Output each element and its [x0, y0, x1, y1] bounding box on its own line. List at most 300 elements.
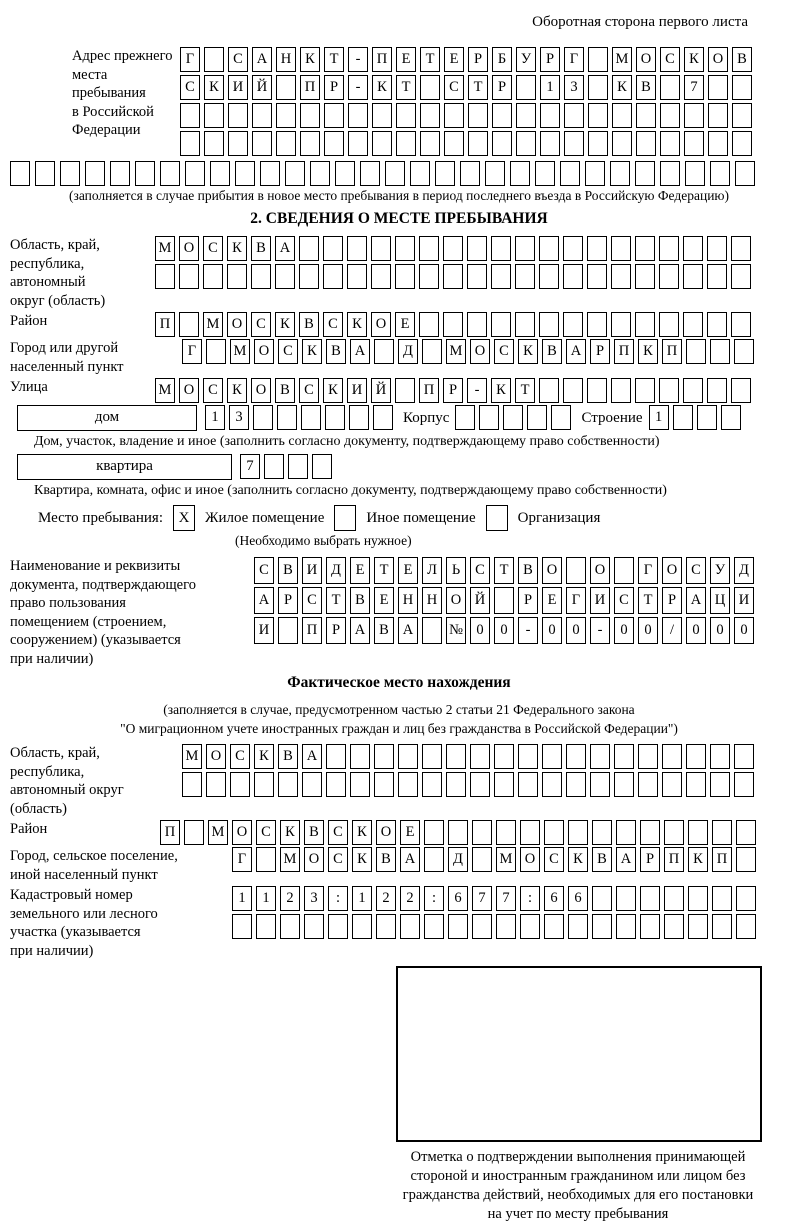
char-cell[interactable]: [264, 454, 284, 479]
char-cell[interactable]: [520, 820, 540, 845]
char-cell[interactable]: [707, 312, 727, 337]
char-cell[interactable]: [326, 744, 346, 769]
char-cell[interactable]: [35, 161, 55, 186]
char-cell[interactable]: [660, 131, 680, 156]
char-cell[interactable]: [467, 264, 487, 289]
char-cell[interactable]: [182, 772, 202, 797]
char-cell[interactable]: [640, 914, 660, 939]
char-cell[interactable]: [232, 914, 252, 939]
char-cell[interactable]: [479, 405, 499, 430]
char-cell[interactable]: [707, 264, 727, 289]
char-cell[interactable]: [542, 744, 562, 769]
char-cell[interactable]: [184, 820, 204, 845]
char-cell[interactable]: П: [664, 847, 684, 872]
char-cell[interactable]: [712, 820, 732, 845]
checkbox-organizatsiya[interactable]: [486, 505, 508, 531]
char-cell[interactable]: Б: [492, 47, 512, 72]
char-cell[interactable]: 0: [542, 617, 562, 644]
char-cell[interactable]: [472, 847, 492, 872]
char-cell[interactable]: Р: [662, 587, 682, 614]
char-cell[interactable]: [210, 161, 230, 186]
char-cell[interactable]: [640, 886, 660, 911]
char-cell[interactable]: [563, 236, 583, 261]
char-cell[interactable]: Г: [232, 847, 252, 872]
char-cell[interactable]: [540, 103, 560, 128]
char-cell[interactable]: [516, 75, 536, 100]
char-cell[interactable]: [516, 131, 536, 156]
char-cell[interactable]: [280, 914, 300, 939]
char-cell[interactable]: К: [688, 847, 708, 872]
char-cell[interactable]: [372, 131, 392, 156]
char-cell[interactable]: П: [372, 47, 392, 72]
char-cell[interactable]: В: [251, 236, 271, 261]
char-cell[interactable]: Р: [518, 587, 538, 614]
char-cell[interactable]: [371, 236, 391, 261]
char-cell[interactable]: [252, 103, 272, 128]
char-cell[interactable]: Е: [350, 557, 370, 584]
char-cell[interactable]: [551, 405, 571, 430]
char-cell[interactable]: [585, 161, 605, 186]
char-cell[interactable]: [422, 617, 442, 644]
char-cell[interactable]: [659, 378, 679, 403]
char-cell[interactable]: [419, 264, 439, 289]
char-cell[interactable]: 0: [638, 617, 658, 644]
char-cell[interactable]: [731, 378, 751, 403]
char-cell[interactable]: [735, 161, 755, 186]
char-cell[interactable]: [491, 236, 511, 261]
char-cell[interactable]: [419, 312, 439, 337]
char-cell[interactable]: [734, 744, 754, 769]
char-cell[interactable]: [179, 264, 199, 289]
char-cell[interactable]: [539, 312, 559, 337]
char-cell[interactable]: С: [470, 557, 490, 584]
char-cell[interactable]: [518, 772, 538, 797]
char-cell[interactable]: [614, 772, 634, 797]
char-cell[interactable]: 6: [544, 886, 564, 911]
char-cell[interactable]: [636, 131, 656, 156]
char-cell[interactable]: Т: [324, 47, 344, 72]
char-cell[interactable]: А: [350, 617, 370, 644]
char-cell[interactable]: 1: [205, 405, 225, 430]
char-cell[interactable]: [539, 378, 559, 403]
char-cell[interactable]: [155, 264, 175, 289]
char-cell[interactable]: [160, 161, 180, 186]
char-cell[interactable]: А: [398, 617, 418, 644]
char-cell[interactable]: Т: [420, 47, 440, 72]
char-cell[interactable]: [683, 264, 703, 289]
char-cell[interactable]: [180, 103, 200, 128]
char-cell[interactable]: [492, 131, 512, 156]
char-cell[interactable]: [673, 405, 693, 430]
char-cell[interactable]: [736, 847, 756, 872]
char-cell[interactable]: [206, 339, 226, 364]
char-cell[interactable]: [422, 744, 442, 769]
char-cell[interactable]: С: [660, 47, 680, 72]
char-cell[interactable]: [352, 914, 372, 939]
char-cell[interactable]: 1: [256, 886, 276, 911]
char-cell[interactable]: [228, 103, 248, 128]
char-cell[interactable]: [588, 103, 608, 128]
char-cell[interactable]: [424, 820, 444, 845]
char-cell[interactable]: К: [347, 312, 367, 337]
char-cell[interactable]: Ц: [710, 587, 730, 614]
char-cell[interactable]: [590, 744, 610, 769]
char-cell[interactable]: [611, 264, 631, 289]
char-cell[interactable]: 0: [734, 617, 754, 644]
char-cell[interactable]: [708, 75, 728, 100]
char-cell[interactable]: :: [520, 886, 540, 911]
char-cell[interactable]: [374, 772, 394, 797]
char-cell[interactable]: Г: [638, 557, 658, 584]
char-cell[interactable]: [302, 772, 322, 797]
char-cell[interactable]: [385, 161, 405, 186]
char-cell[interactable]: [721, 405, 741, 430]
char-cell[interactable]: [734, 339, 754, 364]
char-cell[interactable]: [204, 103, 224, 128]
char-cell[interactable]: С: [444, 75, 464, 100]
char-cell[interactable]: [635, 312, 655, 337]
char-cell[interactable]: Е: [398, 557, 418, 584]
char-cell[interactable]: С: [230, 744, 250, 769]
char-cell[interactable]: [276, 103, 296, 128]
char-cell[interactable]: И: [228, 75, 248, 100]
char-cell[interactable]: [435, 161, 455, 186]
char-cell[interactable]: П: [712, 847, 732, 872]
char-cell[interactable]: [659, 264, 679, 289]
char-cell[interactable]: И: [734, 587, 754, 614]
char-cell[interactable]: [444, 131, 464, 156]
char-cell[interactable]: К: [684, 47, 704, 72]
char-cell[interactable]: А: [254, 587, 274, 614]
char-cell[interactable]: [566, 557, 586, 584]
char-cell[interactable]: [347, 264, 367, 289]
char-cell[interactable]: С: [203, 236, 223, 261]
char-cell[interactable]: [304, 914, 324, 939]
char-cell[interactable]: [685, 161, 705, 186]
char-cell[interactable]: [230, 772, 250, 797]
char-cell[interactable]: К: [323, 378, 343, 403]
char-cell[interactable]: Р: [640, 847, 660, 872]
char-cell[interactable]: [535, 161, 555, 186]
char-cell[interactable]: М: [446, 339, 466, 364]
char-cell[interactable]: [592, 820, 612, 845]
char-cell[interactable]: [446, 772, 466, 797]
char-cell[interactable]: С: [302, 587, 322, 614]
char-cell[interactable]: Е: [396, 47, 416, 72]
char-cell[interactable]: В: [275, 378, 295, 403]
char-cell[interactable]: [614, 744, 634, 769]
char-cell[interactable]: :: [328, 886, 348, 911]
char-cell[interactable]: [515, 264, 535, 289]
char-cell[interactable]: [710, 339, 730, 364]
char-cell[interactable]: [485, 161, 505, 186]
char-cell[interactable]: [235, 161, 255, 186]
char-cell[interactable]: Т: [374, 557, 394, 584]
char-cell[interactable]: В: [326, 339, 346, 364]
char-cell[interactable]: С: [544, 847, 564, 872]
char-cell[interactable]: [518, 744, 538, 769]
char-cell[interactable]: [587, 264, 607, 289]
char-cell[interactable]: Й: [470, 587, 490, 614]
char-cell[interactable]: С: [203, 378, 223, 403]
char-cell[interactable]: [664, 914, 684, 939]
char-cell[interactable]: [400, 914, 420, 939]
char-cell[interactable]: К: [227, 378, 247, 403]
char-cell[interactable]: К: [372, 75, 392, 100]
char-cell[interactable]: [659, 312, 679, 337]
char-cell[interactable]: К: [227, 236, 247, 261]
char-cell[interactable]: [660, 103, 680, 128]
char-cell[interactable]: [708, 103, 728, 128]
char-cell[interactable]: П: [155, 312, 175, 337]
char-cell[interactable]: Т: [396, 75, 416, 100]
char-cell[interactable]: [635, 161, 655, 186]
char-cell[interactable]: С: [254, 557, 274, 584]
char-cell[interactable]: У: [710, 557, 730, 584]
char-cell[interactable]: В: [542, 339, 562, 364]
char-cell[interactable]: [491, 312, 511, 337]
char-cell[interactable]: 1: [649, 405, 669, 430]
char-cell[interactable]: К: [280, 820, 300, 845]
char-cell[interactable]: Е: [542, 587, 562, 614]
char-cell[interactable]: [10, 161, 30, 186]
char-cell[interactable]: А: [616, 847, 636, 872]
char-cell[interactable]: Р: [590, 339, 610, 364]
char-cell[interactable]: А: [350, 339, 370, 364]
char-cell[interactable]: [256, 847, 276, 872]
char-cell[interactable]: [688, 820, 708, 845]
char-cell[interactable]: Д: [448, 847, 468, 872]
char-cell[interactable]: Н: [398, 587, 418, 614]
char-cell[interactable]: [527, 405, 547, 430]
char-cell[interactable]: П: [302, 617, 322, 644]
char-cell[interactable]: [371, 264, 391, 289]
char-cell[interactable]: Н: [422, 587, 442, 614]
char-cell[interactable]: 2: [280, 886, 300, 911]
char-cell[interactable]: [350, 744, 370, 769]
char-cell[interactable]: [612, 131, 632, 156]
char-cell[interactable]: [285, 161, 305, 186]
char-cell[interactable]: 7: [684, 75, 704, 100]
char-cell[interactable]: [254, 772, 274, 797]
char-cell[interactable]: М: [280, 847, 300, 872]
char-cell[interactable]: П: [662, 339, 682, 364]
char-cell[interactable]: Г: [182, 339, 202, 364]
char-cell[interactable]: Р: [443, 378, 463, 403]
char-cell[interactable]: С: [256, 820, 276, 845]
char-cell[interactable]: Е: [395, 312, 415, 337]
char-cell[interactable]: [686, 772, 706, 797]
char-cell[interactable]: А: [252, 47, 272, 72]
char-cell[interactable]: О: [251, 378, 271, 403]
char-cell[interactable]: [587, 236, 607, 261]
char-cell[interactable]: [494, 744, 514, 769]
char-cell[interactable]: [424, 914, 444, 939]
char-cell[interactable]: [448, 820, 468, 845]
char-cell[interactable]: А: [400, 847, 420, 872]
char-cell[interactable]: [660, 75, 680, 100]
char-cell[interactable]: [443, 264, 463, 289]
char-cell[interactable]: [443, 312, 463, 337]
char-cell[interactable]: И: [302, 557, 322, 584]
char-cell[interactable]: [324, 131, 344, 156]
char-cell[interactable]: В: [278, 744, 298, 769]
char-cell[interactable]: [542, 772, 562, 797]
char-cell[interactable]: [638, 772, 658, 797]
char-cell[interactable]: В: [518, 557, 538, 584]
char-cell[interactable]: [360, 161, 380, 186]
char-cell[interactable]: Л: [422, 557, 442, 584]
char-cell[interactable]: 0: [566, 617, 586, 644]
char-cell[interactable]: [635, 378, 655, 403]
char-cell[interactable]: /: [662, 617, 682, 644]
char-cell[interactable]: [731, 312, 751, 337]
char-cell[interactable]: О: [227, 312, 247, 337]
char-cell[interactable]: О: [371, 312, 391, 337]
char-cell[interactable]: [443, 236, 463, 261]
char-cell[interactable]: М: [230, 339, 250, 364]
char-cell[interactable]: [299, 236, 319, 261]
char-cell[interactable]: 7: [496, 886, 516, 911]
char-cell[interactable]: [539, 236, 559, 261]
char-cell[interactable]: В: [592, 847, 612, 872]
char-cell[interactable]: [448, 914, 468, 939]
char-cell[interactable]: К: [568, 847, 588, 872]
char-cell[interactable]: [60, 161, 80, 186]
char-cell[interactable]: [515, 312, 535, 337]
char-cell[interactable]: 0: [686, 617, 706, 644]
char-cell[interactable]: [560, 161, 580, 186]
char-cell[interactable]: [335, 161, 355, 186]
char-cell[interactable]: 1: [352, 886, 372, 911]
char-cell[interactable]: [664, 886, 684, 911]
char-cell[interactable]: [683, 312, 703, 337]
char-cell[interactable]: К: [300, 47, 320, 72]
char-cell[interactable]: [612, 103, 632, 128]
char-cell[interactable]: [372, 103, 392, 128]
char-cell[interactable]: [496, 914, 516, 939]
char-cell[interactable]: [731, 264, 751, 289]
char-cell[interactable]: С: [251, 312, 271, 337]
char-cell[interactable]: [616, 914, 636, 939]
char-cell[interactable]: [616, 886, 636, 911]
char-cell[interactable]: С: [328, 820, 348, 845]
char-cell[interactable]: [588, 131, 608, 156]
char-cell[interactable]: [455, 405, 475, 430]
char-cell[interactable]: Н: [276, 47, 296, 72]
char-cell[interactable]: Й: [252, 75, 272, 100]
char-cell[interactable]: [686, 744, 706, 769]
char-cell[interactable]: [395, 236, 415, 261]
char-cell[interactable]: [396, 103, 416, 128]
char-cell[interactable]: [410, 161, 430, 186]
char-cell[interactable]: [712, 914, 732, 939]
char-cell[interactable]: [227, 264, 247, 289]
char-cell[interactable]: [736, 820, 756, 845]
char-cell[interactable]: [592, 886, 612, 911]
char-cell[interactable]: А: [302, 744, 322, 769]
char-cell[interactable]: [180, 131, 200, 156]
char-cell[interactable]: [288, 454, 308, 479]
char-cell[interactable]: П: [160, 820, 180, 845]
char-cell[interactable]: [325, 405, 345, 430]
char-cell[interactable]: [470, 772, 490, 797]
char-cell[interactable]: Е: [374, 587, 394, 614]
char-cell[interactable]: [640, 820, 660, 845]
char-cell[interactable]: О: [179, 378, 199, 403]
char-cell[interactable]: С: [686, 557, 706, 584]
char-cell[interactable]: [588, 75, 608, 100]
char-cell[interactable]: М: [203, 312, 223, 337]
char-cell[interactable]: [566, 772, 586, 797]
char-cell[interactable]: О: [708, 47, 728, 72]
char-cell[interactable]: 1: [232, 886, 252, 911]
char-cell[interactable]: [419, 236, 439, 261]
char-cell[interactable]: 6: [448, 886, 468, 911]
char-cell[interactable]: К: [491, 378, 511, 403]
char-cell[interactable]: [587, 378, 607, 403]
char-cell[interactable]: [616, 820, 636, 845]
char-cell[interactable]: [590, 772, 610, 797]
char-cell[interactable]: 2: [376, 886, 396, 911]
char-cell[interactable]: М: [155, 378, 175, 403]
char-cell[interactable]: [204, 131, 224, 156]
char-cell[interactable]: О: [470, 339, 490, 364]
char-cell[interactable]: Р: [326, 617, 346, 644]
char-cell[interactable]: В: [299, 312, 319, 337]
char-cell[interactable]: 6: [568, 886, 588, 911]
char-cell[interactable]: В: [732, 47, 752, 72]
char-cell[interactable]: [470, 744, 490, 769]
char-cell[interactable]: [686, 339, 706, 364]
char-cell[interactable]: [110, 161, 130, 186]
char-cell[interactable]: [203, 264, 223, 289]
char-cell[interactable]: О: [542, 557, 562, 584]
char-cell[interactable]: Г: [564, 47, 584, 72]
char-cell[interactable]: [396, 131, 416, 156]
char-cell[interactable]: [300, 103, 320, 128]
char-cell[interactable]: 7: [472, 886, 492, 911]
char-cell[interactable]: [540, 131, 560, 156]
char-cell[interactable]: Р: [278, 587, 298, 614]
char-cell[interactable]: [374, 339, 394, 364]
char-cell[interactable]: К: [275, 312, 295, 337]
char-cell[interactable]: [664, 820, 684, 845]
char-cell[interactable]: 7: [240, 454, 260, 479]
char-cell[interactable]: [420, 103, 440, 128]
char-cell[interactable]: [204, 47, 224, 72]
char-cell[interactable]: О: [376, 820, 396, 845]
char-cell[interactable]: [636, 103, 656, 128]
char-cell[interactable]: Т: [326, 587, 346, 614]
char-cell[interactable]: Ь: [446, 557, 466, 584]
char-cell[interactable]: Е: [400, 820, 420, 845]
char-cell[interactable]: [707, 236, 727, 261]
char-cell[interactable]: [468, 131, 488, 156]
char-cell[interactable]: [376, 914, 396, 939]
char-cell[interactable]: Д: [398, 339, 418, 364]
char-cell[interactable]: [395, 264, 415, 289]
char-cell[interactable]: [444, 103, 464, 128]
char-cell[interactable]: О: [206, 744, 226, 769]
char-cell[interactable]: Д: [734, 557, 754, 584]
char-cell[interactable]: О: [304, 847, 324, 872]
char-cell[interactable]: [712, 886, 732, 911]
char-cell[interactable]: [422, 772, 442, 797]
char-cell[interactable]: [697, 405, 717, 430]
char-cell[interactable]: Д: [326, 557, 346, 584]
char-cell[interactable]: [492, 103, 512, 128]
